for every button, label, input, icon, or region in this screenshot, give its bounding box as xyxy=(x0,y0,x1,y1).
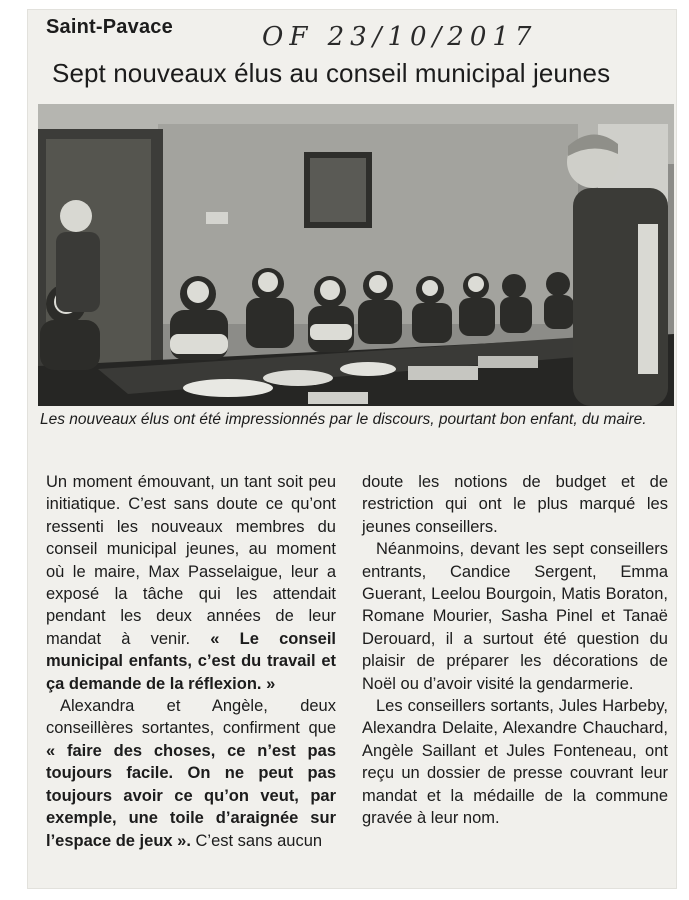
paragraph-2 xyxy=(46,695,336,852)
article-photo xyxy=(38,104,674,406)
quote-councillors: « faire des choses, ce n’est pas toujours facile. On ne peut pas toujours avoir ce qu’on veut, par exemple, une toile d’araignée sur l’espace de jeux ». xyxy=(46,741,336,850)
article-headline: Sept nouveaux élus au conseil municipal jeunes xyxy=(52,58,611,88)
paragraph-2-end: C’est sans aucun xyxy=(190,831,323,850)
paragraph-4: Néanmoins, devant les sept conseillers entrants, Candice Sergent, Emma Guerant, Leelou Bourgoin, Matis Boraton, Romane Mourier, Sasha Pinel et Tanaë Derouard, il a surtout été question du plaisir de préparer les décorations de Noël ou d’avoir visité la gendarmerie. xyxy=(362,540,668,693)
handwritten-date-note: OF 23/10/2017 xyxy=(262,22,538,52)
quote-mayor: « Le conseil municipal enfants, c’est du travail et ça demande de la réflexion. » xyxy=(46,629,336,693)
article-column-1 xyxy=(46,471,336,852)
paragraph-3: doute les notions de budget et de restriction qui ont le plus marqué les jeunes conseillers. xyxy=(362,473,668,536)
paragraph-5: Les conseillers sortants, Jules Harbeby, Alexandra Delaite, Alexandre Chauchard, Angèle Saillant et Jules Fonteneau, ont reçu un dossier de presse couvrant leur mandat et la médaille de la commune gravée à leur nom. xyxy=(362,697,668,828)
article-column-2 xyxy=(362,471,668,830)
paragraph-2-text: Alexandra et Angèle, deux conseillères sortantes, confirment que xyxy=(46,697,336,738)
photo-caption: Les nouveaux élus ont été impressionnés par le discours, pourtant bon enfant, du maire. xyxy=(40,411,647,428)
paragraph-1-text: Un moment émouvant, un tant soit peu initiatique. C’est sans doute ce qu’ont ressenti les nouveaux membres du conseil municipal jeunes, au moment où le maire, Max Passelaigue, leur a exposé la tâche qui les attendait pendant les deux années de leur mandat à venir. xyxy=(46,473,336,648)
section-title: Saint-Pavace xyxy=(46,16,173,38)
paragraph-1 xyxy=(46,471,336,695)
